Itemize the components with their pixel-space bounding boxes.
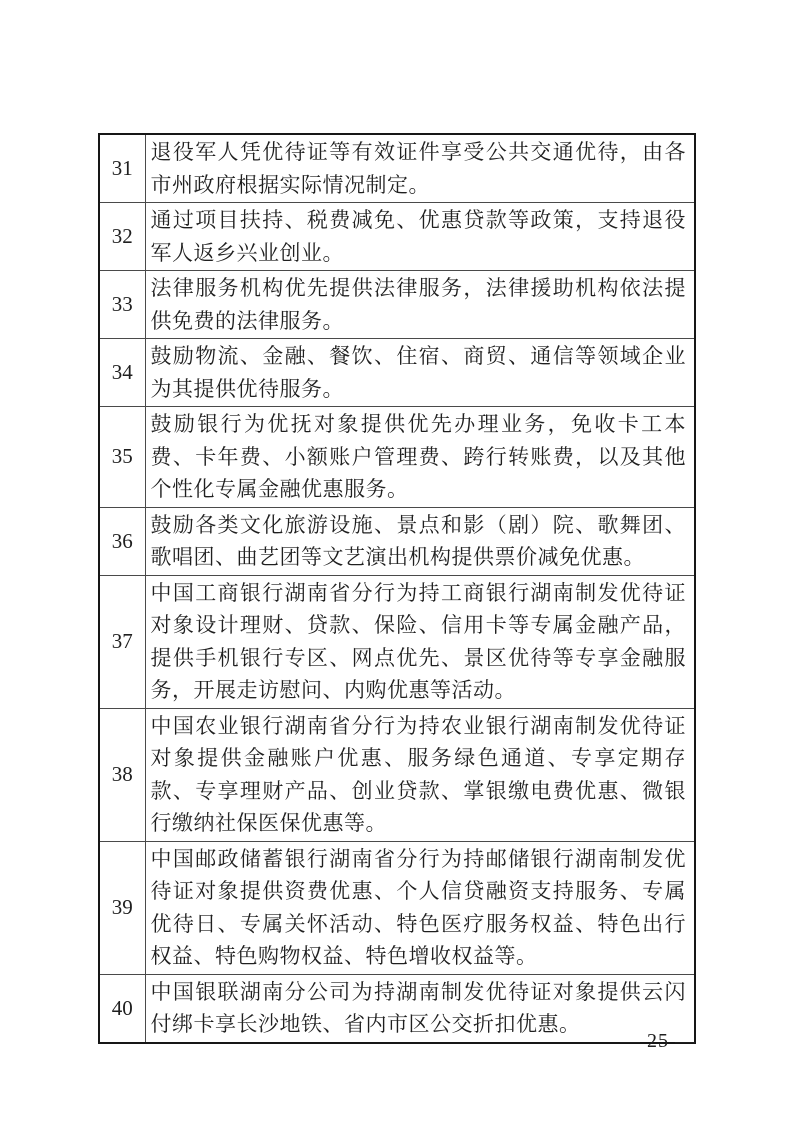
policy-table (98, 133, 696, 1044)
table-row (99, 407, 695, 508)
row-text: 中国农业银行湖南省分行为持农业银行湖南制发优待证对象提供金融账户优惠、服务绿色通道、专享定期存款、专享理财产品、创业贷款、掌银缴电费优惠、微银行缴纳社保医保优惠等。 (145, 708, 695, 841)
row-text: 中国邮政储蓄银行湖南省分行为持邮储银行湖南制发优待证对象提供资费优惠、个人信贷融资支持服务、专属优待日、专属关怀活动、特色医疗服务权益、特色出行权益、特色购物权益、特色增收权益等。 (145, 841, 695, 974)
row-number: 37 (99, 575, 145, 708)
table-row (99, 134, 695, 203)
table-row (99, 974, 695, 1043)
row-text: 法律服务机构优先提供法律服务，法律援助机构依法提供免费的法律服务。 (145, 271, 695, 339)
row-number: 34 (99, 339, 145, 407)
row-number: 35 (99, 407, 145, 508)
table-row (99, 203, 695, 271)
row-number: 40 (99, 974, 145, 1043)
row-text: 通过项目扶持、税费减免、优惠贷款等政策，支持退役军人返乡兴业创业。 (145, 203, 695, 271)
row-number: 38 (99, 708, 145, 841)
row-text: 退役军人凭优待证等有效证件享受公共交通优待，由各市州政府根据实际情况制定。 (145, 134, 695, 203)
row-text: 鼓励银行为优抚对象提供优先办理业务，免收卡工本费、卡年费、小额账户管理费、跨行转账费，以及其他个性化专属金融优惠服务。 (145, 407, 695, 508)
table-row (99, 271, 695, 339)
row-text: 中国银联湖南分公司为持湖南制发优待证对象提供云闪付绑卡享长沙地铁、省内市区公交折扣优惠。 (145, 974, 695, 1043)
row-number: 33 (99, 271, 145, 339)
row-number: 32 (99, 203, 145, 271)
table-row (99, 507, 695, 575)
row-text: 中国工商银行湖南省分行为持工商银行湖南制发优待证对象设计理财、贷款、保险、信用卡等专属金融产品，提供手机银行专区、网点优先、景区优待等专享金融服务，开展走访慰问、内购优惠等活动。 (145, 575, 695, 708)
table-row (99, 339, 695, 407)
table-row (99, 841, 695, 974)
footer-page-number: — 25 — (620, 1030, 696, 1052)
row-number: 31 (99, 134, 145, 203)
row-text: 鼓励各类文化旅游设施、景点和影（剧）院、歌舞团、歌唱团、曲艺团等文艺演出机构提供票价减免优惠。 (145, 507, 695, 575)
table-row (99, 708, 695, 841)
row-text: 鼓励物流、金融、餐饮、住宿、商贸、通信等领域企业为其提供优待服务。 (145, 339, 695, 407)
table-row (99, 575, 695, 708)
row-number: 39 (99, 841, 145, 974)
row-number: 36 (99, 507, 145, 575)
